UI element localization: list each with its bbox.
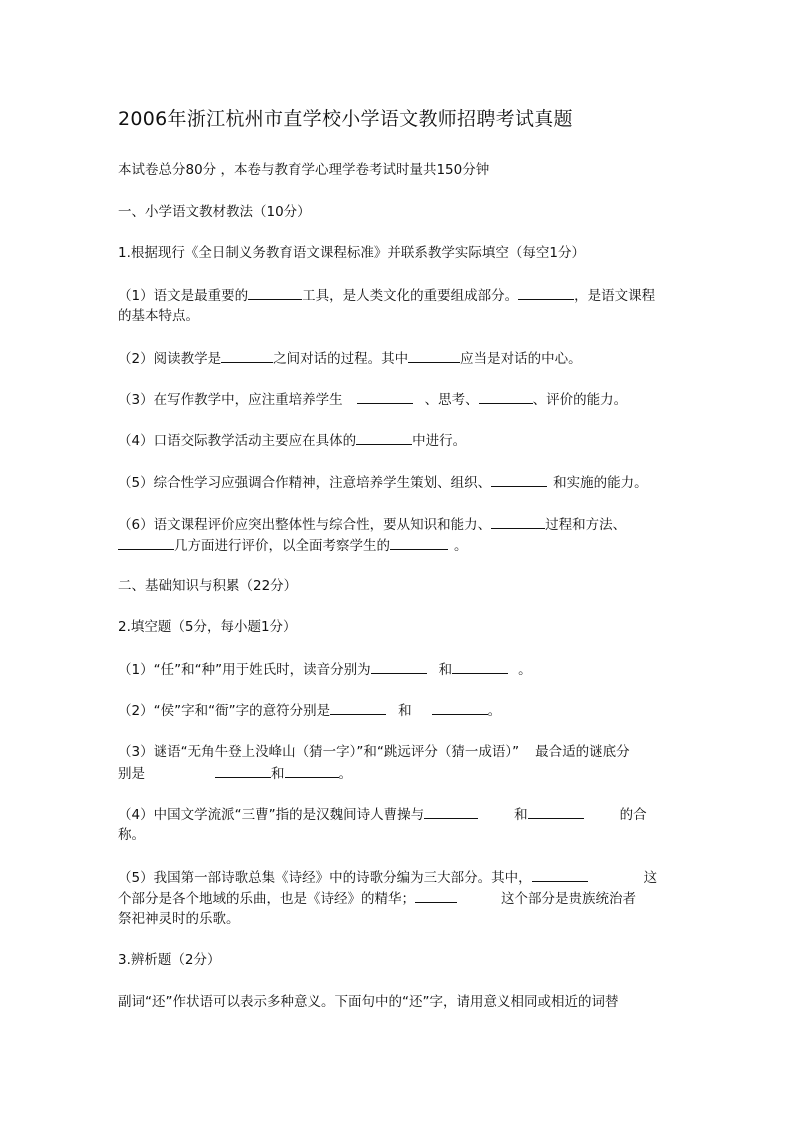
answer-blank xyxy=(356,430,412,445)
item-text: 。 xyxy=(454,538,468,554)
question-1-item-6-cont xyxy=(118,535,678,557)
answer-blank xyxy=(528,804,584,819)
item-text: 工具，是人类文化的重要组成部分。 xyxy=(302,288,519,304)
answer-blank xyxy=(330,700,386,715)
question-2-item-5-cont-2: 祭祀神灵时的乐歌。 xyxy=(118,911,240,927)
question-2-item-5 xyxy=(118,867,678,889)
question-1-item-3 xyxy=(118,389,678,411)
item-text: 这个部分是贵族统治者 xyxy=(501,891,636,907)
question-1-item-4 xyxy=(118,430,678,452)
section-1-heading: 一、小学语文教材教法（10分） xyxy=(118,204,311,220)
item-text: 中进行。 xyxy=(412,433,467,449)
item-text: 和 xyxy=(398,703,412,719)
question-2-item-3 xyxy=(118,742,678,763)
page-title: 2006年浙江杭州市直学校小学语文教师招聘考试真题 xyxy=(118,108,573,130)
item-text: （2）“侯”字和“衙”字的意符分别是 xyxy=(118,703,331,719)
item-text: 别是 xyxy=(118,766,145,782)
answer-blank xyxy=(532,867,588,882)
answer-blank xyxy=(491,472,547,487)
exam-intro: 本试卷总分80分 ，本卷与教育学心理学卷考试时量共150分钟 xyxy=(118,162,490,178)
answer-blank xyxy=(215,763,271,778)
answer-blank xyxy=(452,659,508,674)
answer-blank xyxy=(479,389,533,404)
item-text: （3）在写作教学中，应注重培养学生 xyxy=(118,392,343,408)
item-text: 、评价的能力。 xyxy=(532,392,628,408)
item-text: （4）口语交际教学活动主要应在具体的 xyxy=(118,433,357,449)
question-2-item-2 xyxy=(118,700,678,722)
question-2-item-5-cont xyxy=(118,888,678,910)
item-text: （1）“任”和“种”用于姓氏时，读音分别为 xyxy=(118,662,371,678)
item-text: （3）谜语“无角牛登上没峰山（猜一字）”和“跳远评分（猜一成语）” xyxy=(118,744,520,760)
item-text: 。 xyxy=(338,766,352,782)
item-text: （2）阅读教学是 xyxy=(118,351,222,367)
item-text: 、思考、 xyxy=(424,392,479,408)
question-2-item-1 xyxy=(118,659,678,681)
question-1-item-6 xyxy=(118,514,678,536)
question-3-text: 副词“还”作状语可以表示多种意义。下面句中的“还”字，请用意义相同或相近的词替 xyxy=(118,994,619,1010)
item-text: （6）语文课程评价应突出整体性与综合性，要从知识和能力、 xyxy=(118,517,492,533)
item-text: 和实施的能力。 xyxy=(553,475,648,491)
item-text: （1）语文是最重要的 xyxy=(118,288,249,304)
answer-blank xyxy=(371,659,427,674)
item-text: ，是语文课程 xyxy=(574,288,656,304)
question-1-item-2 xyxy=(118,348,678,370)
question-1-stem: 1.根据现行《全日制义务教育语文课程标准》并联系教学实际填空（每空1分） xyxy=(118,245,585,261)
item-text: （4）中国文学流派“三曹”指的是汉魏间诗人曹操与 xyxy=(118,807,425,823)
question-1-item-5 xyxy=(118,472,678,494)
question-2-item-4 xyxy=(118,804,678,826)
item-text: 和 xyxy=(271,766,285,782)
item-text: 的合 xyxy=(619,807,647,823)
answer-blank xyxy=(285,763,339,778)
answer-blank xyxy=(424,804,478,819)
item-text: （5）我国第一部诗歌总集《诗经》中的诗歌分编为三大部分。其中， xyxy=(118,870,532,886)
item-text: 这 xyxy=(643,870,658,886)
item-text: 最合适的谜底分 xyxy=(535,744,630,760)
item-text: 和 xyxy=(438,662,453,678)
question-2-stem: 2.填空题（5分，每小题1分） xyxy=(118,619,297,635)
answer-blank xyxy=(432,700,488,715)
item-text: 之间对话的过程。其中 xyxy=(273,351,409,367)
answer-blank xyxy=(118,535,174,550)
answer-blank xyxy=(357,389,413,404)
question-2-item-3-cont xyxy=(118,763,678,785)
answer-blank xyxy=(518,285,574,300)
question-1-item-1 xyxy=(118,285,678,307)
answer-blank xyxy=(248,285,302,300)
question-2-item-4-cont: 称。 xyxy=(118,827,145,843)
answer-blank xyxy=(415,888,457,903)
question-3-stem: 3.辨析题（2分） xyxy=(118,952,221,968)
answer-blank xyxy=(221,348,273,363)
answer-blank xyxy=(491,514,545,529)
item-text: 几方面进行评价，以全面考察学生的 xyxy=(174,538,390,554)
answer-blank xyxy=(408,348,460,363)
answer-blank xyxy=(390,535,448,550)
item-text: 个部分是各个地域的乐曲，也是《诗经》的精华； xyxy=(118,891,415,907)
item-text: （5）综合性学习应强调合作精神，注意培养学生策划、组织、 xyxy=(118,475,492,491)
item-text: 。 xyxy=(487,703,502,719)
item-text: 过程和方法、 xyxy=(545,517,627,533)
item-text: 。 xyxy=(518,662,532,678)
section-2-heading: 二、基础知识与积累（22分） xyxy=(118,578,298,594)
item-text: 和 xyxy=(514,807,528,823)
item-text: 应当是对话的中心。 xyxy=(460,351,582,367)
question-1-item-1-cont: 的基本特点。 xyxy=(118,308,199,324)
